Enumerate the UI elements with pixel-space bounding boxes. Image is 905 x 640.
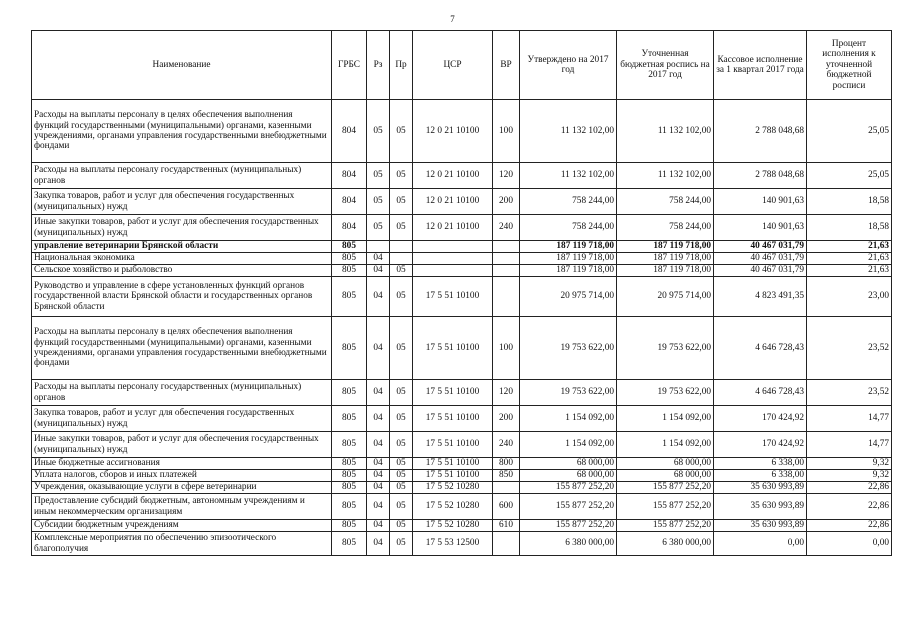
- cell-cash: 140 901,63: [714, 189, 807, 215]
- cell-vr: 200: [493, 189, 520, 215]
- cell-approved: 6 380 000,00: [520, 532, 617, 556]
- cell-name: Комплексные мероприятия по обеспечению эпизоотического благополучия: [32, 532, 332, 556]
- cell-grbs: 805: [332, 482, 367, 494]
- cell-name: Закупка товаров, работ и услуг для обеспечения государственных (муниципальных) нужд: [32, 406, 332, 432]
- cell-csr: 17 5 53 12500: [413, 532, 493, 556]
- cell-percent: 21,63: [807, 241, 892, 253]
- cell-rz: 04: [367, 532, 390, 556]
- cell-percent: 9,32: [807, 470, 892, 482]
- cell-csr: 17 5 51 10100: [413, 317, 493, 380]
- cell-pr: 05: [390, 189, 413, 215]
- cell-cash: 40 467 031,79: [714, 265, 807, 277]
- cell-vr: 200: [493, 406, 520, 432]
- cell-refined: 11 132 102,00: [617, 100, 714, 163]
- cell-grbs: 805: [332, 406, 367, 432]
- cell-pr: 05: [390, 406, 413, 432]
- cell-rz: 04: [367, 406, 390, 432]
- cell-cash: 6 338,00: [714, 458, 807, 470]
- header-grbs: ГРБС: [332, 31, 367, 100]
- cell-refined: 155 877 252,20: [617, 494, 714, 520]
- table-row: [32, 494, 892, 520]
- cell-refined: 155 877 252,20: [617, 482, 714, 494]
- header-cash: Кассовое исполнение за 1 квартал 2017 года: [714, 31, 807, 100]
- cell-refined: 1 154 092,00: [617, 432, 714, 458]
- cell-cash: 0,00: [714, 532, 807, 556]
- cell-grbs: 805: [332, 317, 367, 380]
- table-row: [32, 432, 892, 458]
- cell-approved: 11 132 102,00: [520, 100, 617, 163]
- cell-name: Расходы на выплаты персоналу государственных (муниципальных) органов: [32, 380, 332, 406]
- header-refined: Уточненная бюджетная роспись на 2017 год: [617, 31, 714, 100]
- table-row: [32, 470, 892, 482]
- cell-cash: 170 424,92: [714, 406, 807, 432]
- header-percent: Процент исполнения к уточненной бюджетной росписи: [807, 31, 892, 100]
- cell-percent: 25,05: [807, 163, 892, 189]
- cell-refined: 758 244,00: [617, 189, 714, 215]
- cell-name: Учреждения, оказывающие услуги в сфере ветеринарии: [32, 482, 332, 494]
- cell-cash: 4 646 728,43: [714, 380, 807, 406]
- cell-pr: 05: [390, 317, 413, 380]
- cell-approved: 187 119 718,00: [520, 253, 617, 265]
- cell-grbs: 805: [332, 532, 367, 556]
- cell-pr: 05: [390, 494, 413, 520]
- table-row: [32, 241, 892, 253]
- cell-name: Иные закупки товаров, работ и услуг для обеспечения государственных (муниципальных) нужд: [32, 215, 332, 241]
- cell-percent: 23,52: [807, 317, 892, 380]
- cell-grbs: 805: [332, 432, 367, 458]
- table-row: [32, 380, 892, 406]
- cell-vr: 850: [493, 470, 520, 482]
- table-row: [32, 265, 892, 277]
- cell-rz: 05: [367, 163, 390, 189]
- cell-cash: 40 467 031,79: [714, 241, 807, 253]
- cell-csr: 17 5 51 10100: [413, 406, 493, 432]
- cell-name: Закупка товаров, работ и услуг для обеспечения государственных (муниципальных) нужд: [32, 189, 332, 215]
- header-approved: Утверждено на 2017 год: [520, 31, 617, 100]
- cell-name: Расходы на выплаты персоналу государственных (муниципальных) органов: [32, 163, 332, 189]
- cell-percent: 23,00: [807, 277, 892, 317]
- cell-percent: 25,05: [807, 100, 892, 163]
- cell-vr: [493, 253, 520, 265]
- cell-vr: 610: [493, 520, 520, 532]
- cell-grbs: 804: [332, 189, 367, 215]
- cell-approved: 19 753 622,00: [520, 317, 617, 380]
- cell-rz: 04: [367, 494, 390, 520]
- cell-cash: 35 630 993,89: [714, 482, 807, 494]
- header-rz: Рз: [367, 31, 390, 100]
- cell-name: Субсидии бюджетным учреждениям: [32, 520, 332, 532]
- cell-name: Расходы на выплаты персоналу в целях обеспечения выполнения функций государственными (муниципальными) органами, казенными учреждениями, органами управления государственными внебюджетными фондами: [32, 317, 332, 380]
- cell-cash: 140 901,63: [714, 215, 807, 241]
- cell-cash: 40 467 031,79: [714, 253, 807, 265]
- header-csr: ЦСР: [413, 31, 493, 100]
- cell-pr: 05: [390, 380, 413, 406]
- cell-vr: [493, 265, 520, 277]
- cell-csr: [413, 265, 493, 277]
- table-row: [32, 253, 892, 265]
- cell-pr: 05: [390, 215, 413, 241]
- cell-name: Уплата налогов, сборов и иных платежей: [32, 470, 332, 482]
- cell-csr: 17 5 51 10100: [413, 432, 493, 458]
- cell-approved: 187 119 718,00: [520, 265, 617, 277]
- cell-name: Национальная экономика: [32, 253, 332, 265]
- cell-percent: 9,32: [807, 458, 892, 470]
- cell-cash: 4 823 491,35: [714, 277, 807, 317]
- cell-vr: 800: [493, 458, 520, 470]
- cell-refined: 20 975 714,00: [617, 277, 714, 317]
- cell-vr: [493, 241, 520, 253]
- cell-csr: 17 5 52 10280: [413, 482, 493, 494]
- budget-execution-table: [31, 30, 892, 556]
- cell-name: Иные бюджетные ассигнования: [32, 458, 332, 470]
- cell-csr: 17 5 51 10100: [413, 470, 493, 482]
- cell-vr: [493, 482, 520, 494]
- cell-name: Руководство и управление в сфере установленных функций органов государственной власти Брянской области и государственных органов Брянской области: [32, 277, 332, 317]
- cell-refined: 187 119 718,00: [617, 253, 714, 265]
- table-row: [32, 215, 892, 241]
- cell-refined: 68 000,00: [617, 470, 714, 482]
- cell-refined: 187 119 718,00: [617, 265, 714, 277]
- cell-pr: 05: [390, 163, 413, 189]
- cell-csr: 12 0 21 10100: [413, 163, 493, 189]
- cell-approved: 155 877 252,20: [520, 482, 617, 494]
- table-row: [32, 482, 892, 494]
- cell-grbs: 805: [332, 470, 367, 482]
- cell-cash: 170 424,92: [714, 432, 807, 458]
- cell-refined: 19 753 622,00: [617, 317, 714, 380]
- cell-grbs: 805: [332, 265, 367, 277]
- cell-percent: 22,86: [807, 494, 892, 520]
- header-name: Наименование: [32, 31, 332, 100]
- cell-pr: 05: [390, 470, 413, 482]
- cell-name: управление ветеринарии Брянской области: [32, 241, 332, 253]
- cell-pr: 05: [390, 277, 413, 317]
- cell-csr: 17 5 51 10100: [413, 380, 493, 406]
- cell-csr: [413, 253, 493, 265]
- cell-percent: 18,58: [807, 189, 892, 215]
- cell-approved: 1 154 092,00: [520, 432, 617, 458]
- cell-vr: [493, 532, 520, 556]
- cell-grbs: 805: [332, 458, 367, 470]
- cell-cash: 35 630 993,89: [714, 494, 807, 520]
- cell-approved: 19 753 622,00: [520, 380, 617, 406]
- cell-approved: 11 132 102,00: [520, 163, 617, 189]
- cell-name: Сельское хозяйство и рыболовство: [32, 265, 332, 277]
- cell-csr: [413, 241, 493, 253]
- table-row: [32, 277, 892, 317]
- table-body: [32, 100, 892, 556]
- cell-grbs: 805: [332, 380, 367, 406]
- cell-refined: 68 000,00: [617, 458, 714, 470]
- cell-percent: 18,58: [807, 215, 892, 241]
- cell-approved: 187 119 718,00: [520, 241, 617, 253]
- cell-refined: 19 753 622,00: [617, 380, 714, 406]
- table-row: [32, 458, 892, 470]
- cell-pr: [390, 253, 413, 265]
- cell-refined: 6 380 000,00: [617, 532, 714, 556]
- header-vr: ВР: [493, 31, 520, 100]
- cell-pr: 05: [390, 432, 413, 458]
- table-row: [32, 406, 892, 432]
- cell-rz: 04: [367, 520, 390, 532]
- table-row: [32, 189, 892, 215]
- cell-pr: 05: [390, 265, 413, 277]
- cell-rz: 04: [367, 253, 390, 265]
- cell-approved: 155 877 252,20: [520, 494, 617, 520]
- cell-grbs: 805: [332, 253, 367, 265]
- cell-percent: 14,77: [807, 406, 892, 432]
- cell-percent: 14,77: [807, 432, 892, 458]
- cell-pr: 05: [390, 458, 413, 470]
- cell-percent: 0,00: [807, 532, 892, 556]
- cell-percent: 23,52: [807, 380, 892, 406]
- cell-grbs: 804: [332, 100, 367, 163]
- cell-approved: 68 000,00: [520, 458, 617, 470]
- cell-rz: 04: [367, 317, 390, 380]
- cell-approved: 758 244,00: [520, 215, 617, 241]
- cell-name: Расходы на выплаты персоналу в целях обеспечения выполнения функций государственными (муниципальными) органами, казенными учреждениями, органами управления государственными внебюджетными фондами: [32, 100, 332, 163]
- table-row: [32, 532, 892, 556]
- cell-grbs: 804: [332, 215, 367, 241]
- cell-grbs: 805: [332, 520, 367, 532]
- cell-percent: 21,63: [807, 253, 892, 265]
- cell-grbs: 805: [332, 277, 367, 317]
- cell-approved: 155 877 252,20: [520, 520, 617, 532]
- cell-cash: 6 338,00: [714, 470, 807, 482]
- cell-vr: 120: [493, 380, 520, 406]
- cell-rz: 04: [367, 470, 390, 482]
- cell-cash: 2 788 048,68: [714, 163, 807, 189]
- table-row: [32, 100, 892, 163]
- page-number: 7: [450, 14, 455, 24]
- cell-vr: 600: [493, 494, 520, 520]
- cell-rz: 04: [367, 432, 390, 458]
- cell-grbs: 805: [332, 241, 367, 253]
- cell-cash: 2 788 048,68: [714, 100, 807, 163]
- cell-percent: 21,63: [807, 265, 892, 277]
- cell-pr: [390, 241, 413, 253]
- cell-refined: 1 154 092,00: [617, 406, 714, 432]
- cell-csr: 17 5 52 10280: [413, 520, 493, 532]
- cell-pr: 05: [390, 100, 413, 163]
- cell-vr: 240: [493, 215, 520, 241]
- cell-csr: 12 0 21 10100: [413, 215, 493, 241]
- cell-approved: 68 000,00: [520, 470, 617, 482]
- cell-csr: 17 5 51 10100: [413, 277, 493, 317]
- cell-pr: 05: [390, 532, 413, 556]
- cell-vr: [493, 277, 520, 317]
- cell-rz: [367, 241, 390, 253]
- cell-csr: 12 0 21 10100: [413, 189, 493, 215]
- cell-rz: 04: [367, 380, 390, 406]
- cell-vr: 100: [493, 100, 520, 163]
- cell-rz: 04: [367, 482, 390, 494]
- cell-refined: 11 132 102,00: [617, 163, 714, 189]
- cell-csr: 12 0 21 10100: [413, 100, 493, 163]
- cell-rz: 04: [367, 277, 390, 317]
- cell-grbs: 804: [332, 163, 367, 189]
- cell-refined: 187 119 718,00: [617, 241, 714, 253]
- cell-rz: 04: [367, 458, 390, 470]
- cell-csr: 17 5 52 10280: [413, 494, 493, 520]
- cell-pr: 05: [390, 520, 413, 532]
- cell-name: Предоставление субсидий бюджетным, автономным учреждениям и иным некоммерческим организациям: [32, 494, 332, 520]
- table-row: [32, 317, 892, 380]
- cell-rz: 05: [367, 100, 390, 163]
- cell-grbs: 805: [332, 494, 367, 520]
- cell-refined: 758 244,00: [617, 215, 714, 241]
- cell-percent: 22,86: [807, 482, 892, 494]
- table-row: [32, 520, 892, 532]
- header-pr: Пр: [390, 31, 413, 100]
- cell-refined: 155 877 252,20: [617, 520, 714, 532]
- cell-vr: 100: [493, 317, 520, 380]
- table-header: [32, 31, 892, 100]
- cell-rz: 05: [367, 215, 390, 241]
- cell-cash: 35 630 993,89: [714, 520, 807, 532]
- cell-name: Иные закупки товаров, работ и услуг для обеспечения государственных (муниципальных) нужд: [32, 432, 332, 458]
- cell-csr: 17 5 51 10100: [413, 458, 493, 470]
- cell-rz: 05: [367, 189, 390, 215]
- cell-rz: 04: [367, 265, 390, 277]
- cell-percent: 22,86: [807, 520, 892, 532]
- cell-approved: 20 975 714,00: [520, 277, 617, 317]
- cell-approved: 758 244,00: [520, 189, 617, 215]
- cell-vr: 240: [493, 432, 520, 458]
- cell-cash: 4 646 728,43: [714, 317, 807, 380]
- cell-vr: 120: [493, 163, 520, 189]
- table-row: [32, 163, 892, 189]
- cell-approved: 1 154 092,00: [520, 406, 617, 432]
- cell-pr: 05: [390, 482, 413, 494]
